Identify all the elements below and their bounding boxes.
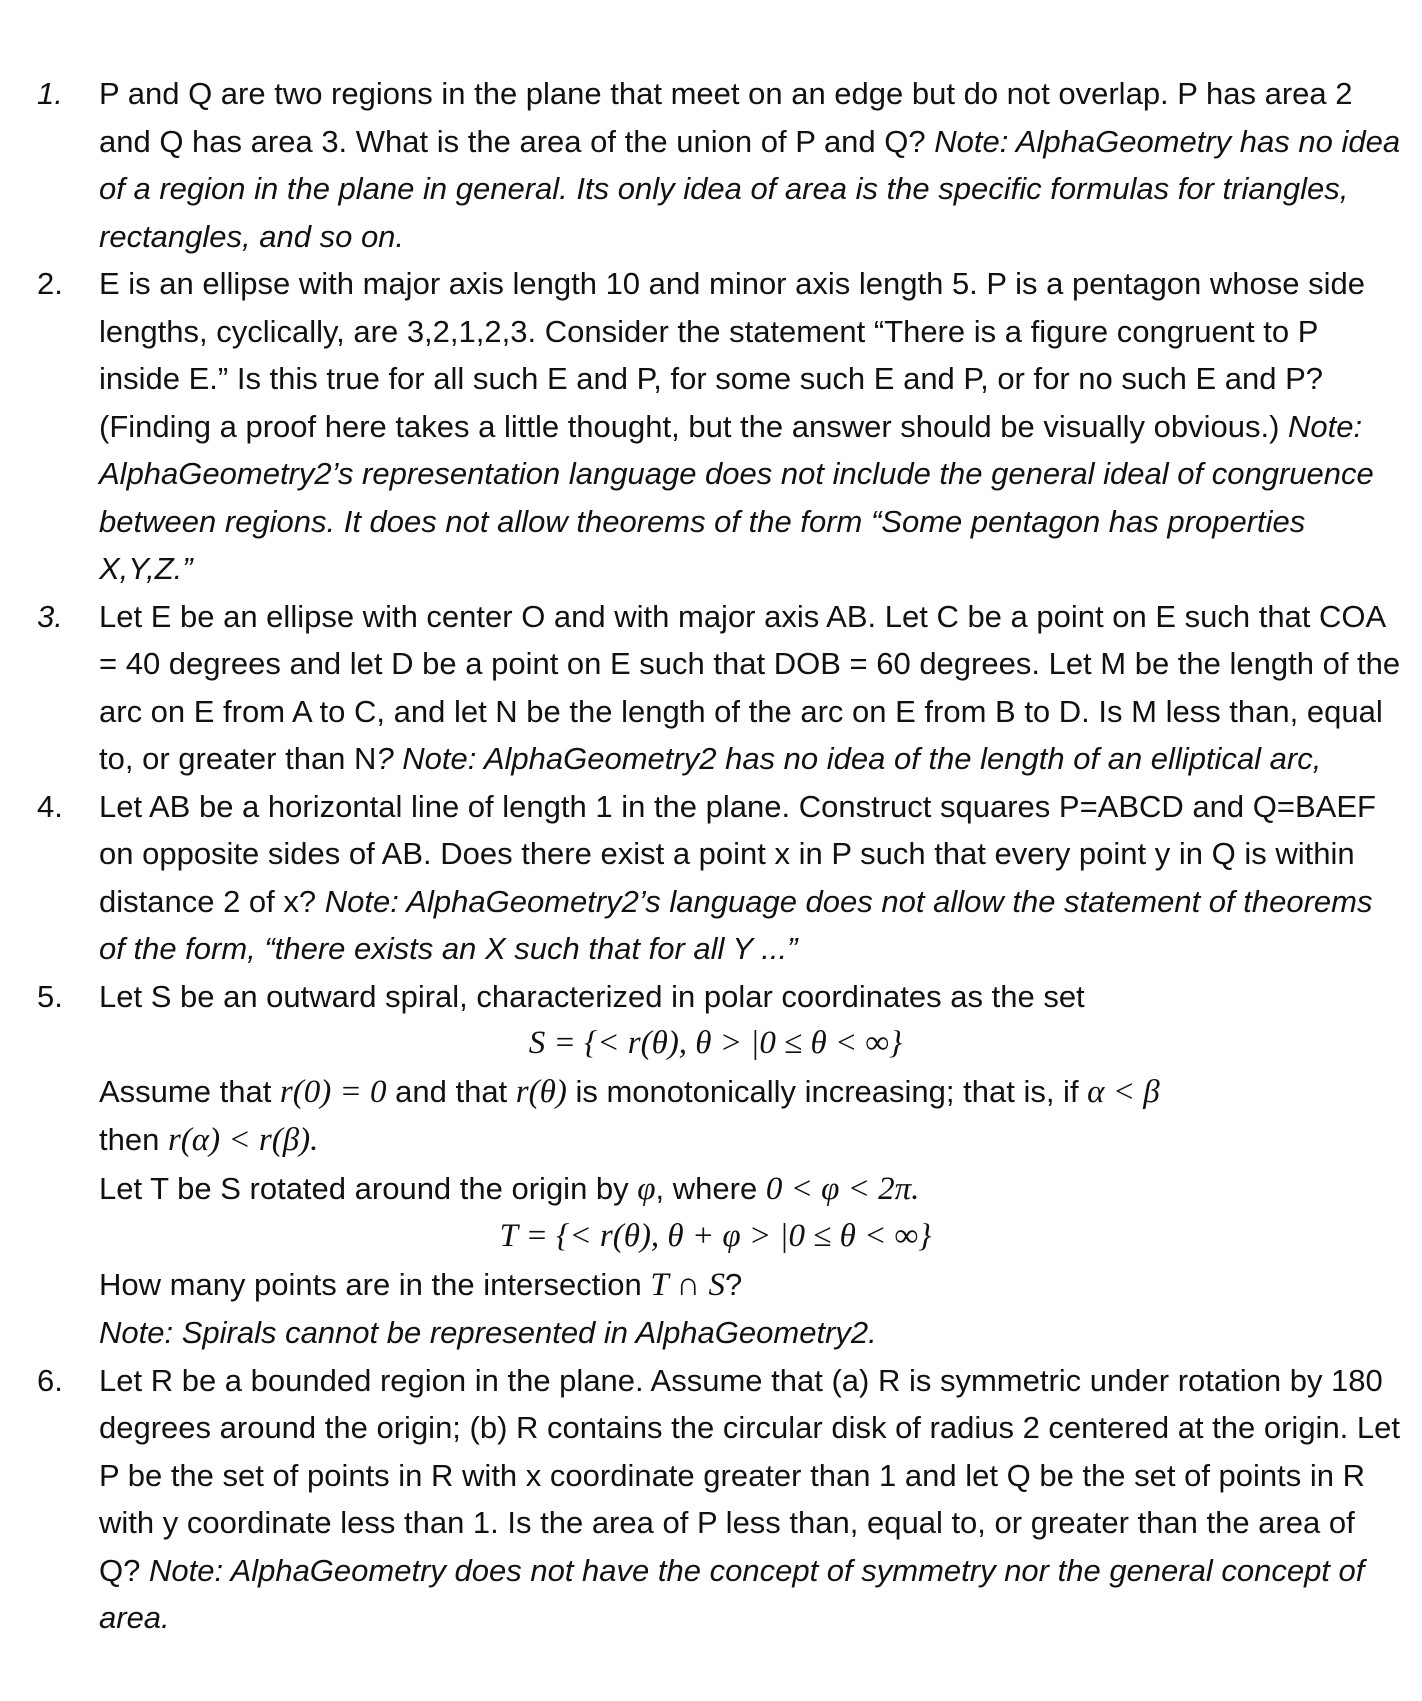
problem-number: 3. xyxy=(37,598,63,634)
rotation-text-b: , where xyxy=(655,1170,766,1206)
problem-note: Note: AlphaGeometry2’s representation language does not include the general ideal of congruence between regions. It does not allow theorems of the form “Some pentagon has properties X,Y,Z.” xyxy=(99,408,1374,586)
problem-intro: Let S be an outward spiral, characterized in polar coordinates as the set xyxy=(99,978,1085,1014)
problem-6 xyxy=(0,1357,1422,1642)
problem-note: Note: AlphaGeometry2’s language does not allow the statement of theorems of the form, “there exists an X such that for all Y ...” xyxy=(99,883,1373,966)
assumption-math-3: α < β xyxy=(1087,1073,1160,1110)
problem-number: 1. xyxy=(37,76,63,111)
then-text: then xyxy=(99,1122,168,1157)
assumption-text-c: is monotonically increasing; that is, if xyxy=(566,1073,1088,1109)
problem-list xyxy=(0,70,1422,1642)
problem-number: 2. xyxy=(37,266,63,301)
question-text-a: How many points are in the intersection xyxy=(99,1266,651,1302)
assumption-text-b: and that xyxy=(386,1073,516,1109)
problem-text: E is an ellipse with major axis length 10 and minor axis length 5. P is a pentagon whose side lengths, cyclically, are 3,2,1,2,3. Consider the statement “There is a figure congruent to P inside E.” Is this true for all such E and P, for some such E and P, or for no such E and P? (Finding a proof here takes a little thought, but the answer should be visually obvious.) xyxy=(99,266,1365,444)
problem-number: 4. xyxy=(37,788,63,824)
problem-number: 5. xyxy=(37,978,63,1014)
problem-3 xyxy=(0,593,1422,783)
question-line xyxy=(99,1261,1402,1310)
then-line xyxy=(99,1116,1402,1165)
rotation-math-1: φ xyxy=(637,1170,656,1207)
problem-number: 6. xyxy=(37,1362,63,1398)
problem-text: P and Q are two regions in the plane that meet on an edge but do not overlap. P has area 2 and Q has area 3. What is the area of the union of P and Q? xyxy=(99,76,1353,159)
problem-4 xyxy=(0,783,1422,973)
problem-text: Let R be a bounded region in the plane. Assume that (a) R is symmetric under rotation by 180 degrees around the origin; (b) R contains the circular disk of radius 2 centered at the origin. Let P be the set of points in R with x coordinate greater than 1 and let Q be the set of points in R with y coordinate less than 1. Is the area of P less than, equal to, or greater than the area of Q? xyxy=(99,1362,1401,1588)
problem-5 xyxy=(0,973,1422,1357)
rotation-line xyxy=(99,1165,1402,1214)
problem-note: ? Note: AlphaGeometry2 has no idea of the length of an elliptical arc, xyxy=(376,741,1322,776)
assumption-line xyxy=(99,1068,1402,1117)
problem-note: Note: Spirals cannot be represented in AlphaGeometry2. xyxy=(99,1315,877,1350)
formula-t: T = {< r(θ), θ + φ > |0 ≤ θ < ∞} xyxy=(499,1218,932,1254)
problem-text: Let AB be a horizontal line of length 1 in the plane. Construct squares P=ABCD and Q=BAEF on opposite sides of AB. Does there exist a point x in P such that every point y in Q is within distance 2 of x? xyxy=(99,788,1376,919)
question-math: T ∩ S xyxy=(650,1266,725,1303)
question-text-b: ? xyxy=(724,1266,743,1302)
problem-text: Let E be an ellipse with center O and with major axis AB. Let C be a point on E such that COA = 40 degrees and let D be a point on E such that DOB = 60 degrees. Let M be the length of the arc on E from A to C, and let N be the length of the arc on E from B to D. Is M less than, equal to, or greater than N xyxy=(99,598,1401,776)
problem-note: Note: AlphaGeometry does not have the concept of symmetry nor the general concept of area. xyxy=(99,1552,1365,1635)
problem-1 xyxy=(0,70,1422,260)
assumption-text-a: Assume that xyxy=(99,1073,280,1109)
problem-2 xyxy=(0,260,1422,593)
then-math: r(α) < r(β). xyxy=(167,1122,319,1158)
problem-note: Note: AlphaGeometry has no idea of a region in the plane in general. Its only idea of area is the specific formulas for triangles, rectangles, and so on. xyxy=(99,123,1401,254)
formula-s: S = {< r(θ), θ > |0 ≤ θ < ∞} xyxy=(528,1025,903,1061)
assumption-math-2: r(θ) xyxy=(515,1073,567,1110)
rotation-math-2: 0 < φ < 2π. xyxy=(765,1170,920,1207)
assumption-math-1: r(0) = 0 xyxy=(279,1073,387,1110)
rotation-text-a: Let T be S rotated around the origin by xyxy=(99,1170,638,1206)
